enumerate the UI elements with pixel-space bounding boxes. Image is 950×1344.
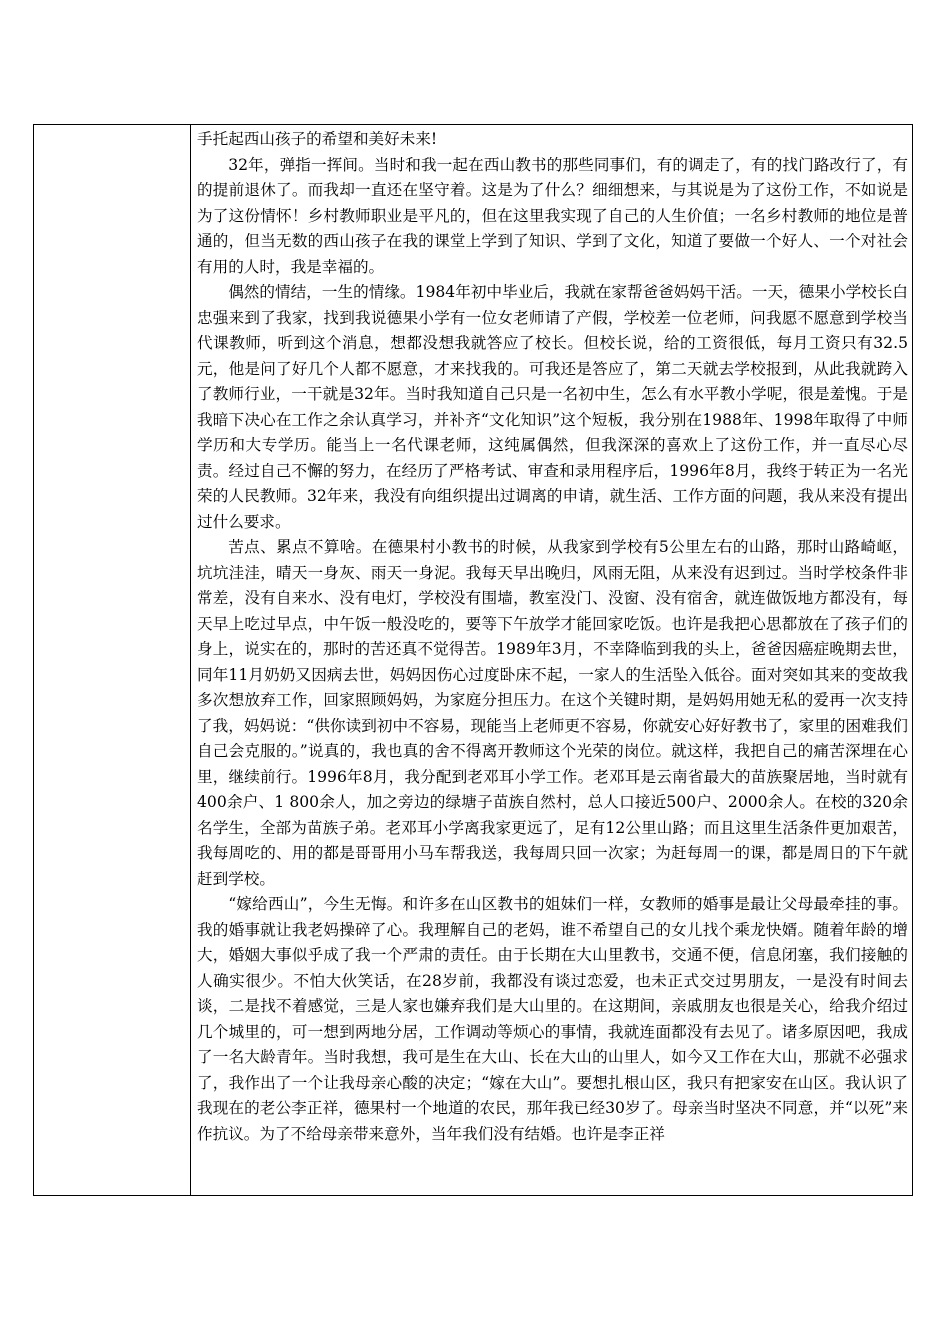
paragraph-32-years: 32年，弹指一挥间。当时和我一起在西山教书的那些同事们，有的调走了，有的找门路改行了，有的提前退休了。而我却一直还在坚守着。这是为了什么？细细想来，与其说是为了这份工作，不如说是为了这份情怀！乡村教师职业是平凡的，但在这里我实现了自己的人生价值；一名乡村教师的地位是普通的，但当无数的西山孩子在我的课堂上学到了知识、学到了文化，知道了要做一个好人、一个对社会有用的人时，我是幸福的。 [197, 155, 908, 276]
label-cell [34, 125, 191, 1196]
content-cell [191, 125, 913, 1196]
paragraph-married-to-xishan: “嫁给西山”，今生无悔。和许多在山区教书的姐妹们一样，女教师的婚事是最让父母最牵挂的事。我的婚事就让我老妈操碎了心。我理解自己的老妈，谁不希望自己的女儿找个乘龙快婿。随着年龄的增大，婚姻大事似乎成了我一个严肃的责任。由于长期在大山里教书，交通不便，信息闭塞，我们接触的人确实很少。不怕大伙笑话，在28岁前，我都没有谈过恋爱，也未正式交过男朋友，一是没有时间去谈，二是找不着感觉，三是人家也嫌弃我们是大山里的。在这期间，亲戚朋友也很是关心，给我介绍过几个城里的，可一想到两地分居，工作调动等烦心的事情，我就连面都没有去见了。诸多原因吧，我成了一名大龄青年。当时我想，我可是生在大山、长在大山的山里人，如今又工作在大山，那就不必强求了，我作出了一个让我母亲心酸的决定；“嫁在大山”。要想扎根山区，我只有把家安在山区。我认识了我现在的老公李正祥，德果村一个地道的农民，那年我已经30岁了。母亲当时坚决不同意，并“以死”来作抗议。为了不给母亲带来意外，当年我们没有结婚。也许是李正祥 [197, 895, 908, 1143]
document-table [33, 124, 913, 1196]
paragraph-continuation: 手托起西山孩子的希望和美好未来! [197, 130, 438, 148]
paragraph-hardship: 苦点、累点不算啥。在德果村小教书的时候，从我家到学校有5公里左右的山路，那时山路崎岖，坑坑洼洼，晴天一身灰、雨天一身泥。我每天早出晚归，风雨无阻，从来没有迟到过。当时学校条件非常差，没有自来水、没有电灯，学校没有围墙，教室没门、没窗、没有宿舍，就连做饭地方都没有，每天早上吃过早点，中午饭一般没吃的，要等下午放学才能回家吃饭。也许是我把心思都放在了孩子们的身上，说实在的，那时的苦还真不觉得苦。1989年3月，不幸降临到我的头上，爸爸因癌症晚期去世，同年11月奶奶又因病去世，妈妈因伤心过度卧床不起，一家人的生活坠入低谷。面对突如其来的变故我多次想放弃工作，回家照顾妈妈，为家庭分担压力。在这个关键时期，是妈妈用她无私的爱再一次支持了我，妈妈说：“供你读到初中不容易，现能当上老师更不容易，你就安心好好教书了，家里的困难我们自己会克服的。”说真的，我也真的舍不得离开教师这个光荣的岗位。就这样，我把自己的痛苦深埋在心里，继续前行。1996年8月，我分配到老邓耳小学工作。老邓耳是云南省最大的苗族聚居地，当时就有400余户、1 800余人，加之旁边的绿塘子苗族自然村，总人口接近500户、2000余人。在校的320余名学生，全部为苗族子弟。老邓耳小学离我家更远了，足有12公里山路；而且这里生活条件更加艰苦，我每周吃的、用的都是哥哥用小马车帮我送，我每周只回一次家；为赶每周一的课，都是周日的下午就赶到学校。 [197, 538, 908, 888]
paragraph-chance-bond: 偶然的情结，一生的情缘。1984年初中毕业后，我就在家帮爸爸妈妈干活。一天，德果小学校长白忠强来到了我家，找到我说德果小学有一位女老师请了产假，学校差一位老师，问我愿不愿意到学校当代课教师，听到这个消息，想都没想我就答应了校长。但校长说，给的工资很低，每月工资只有32.5元，他是问了好几个人都不愿意，才来找我的。可我还是答应了，第二天就去学校报到，从此我就跨入了教师行业，一干就是32年。当时我知道自己只是一名初中生，怎么有水平教小学呢，很是羞愧。于是我暗下决心在工作之余认真学习，并补齐“文化知识”这个短板，我分别在1988年、1998年取得了中师学历和大专学历。能当上一名代课老师，这纯属偶然，但我深深的喜欢上了这份工作，并一直尽心尽责。经过自己不懈的努力，在经历了严格考试、审查和录用程序后，1996年8月，我终于转正为一名光荣的人民教师。32年来，我没有向组织提出过调离的申请，就生活、工作方面的问题，我从来没有提出过什么要求。 [197, 283, 908, 531]
table-row [34, 125, 913, 1196]
